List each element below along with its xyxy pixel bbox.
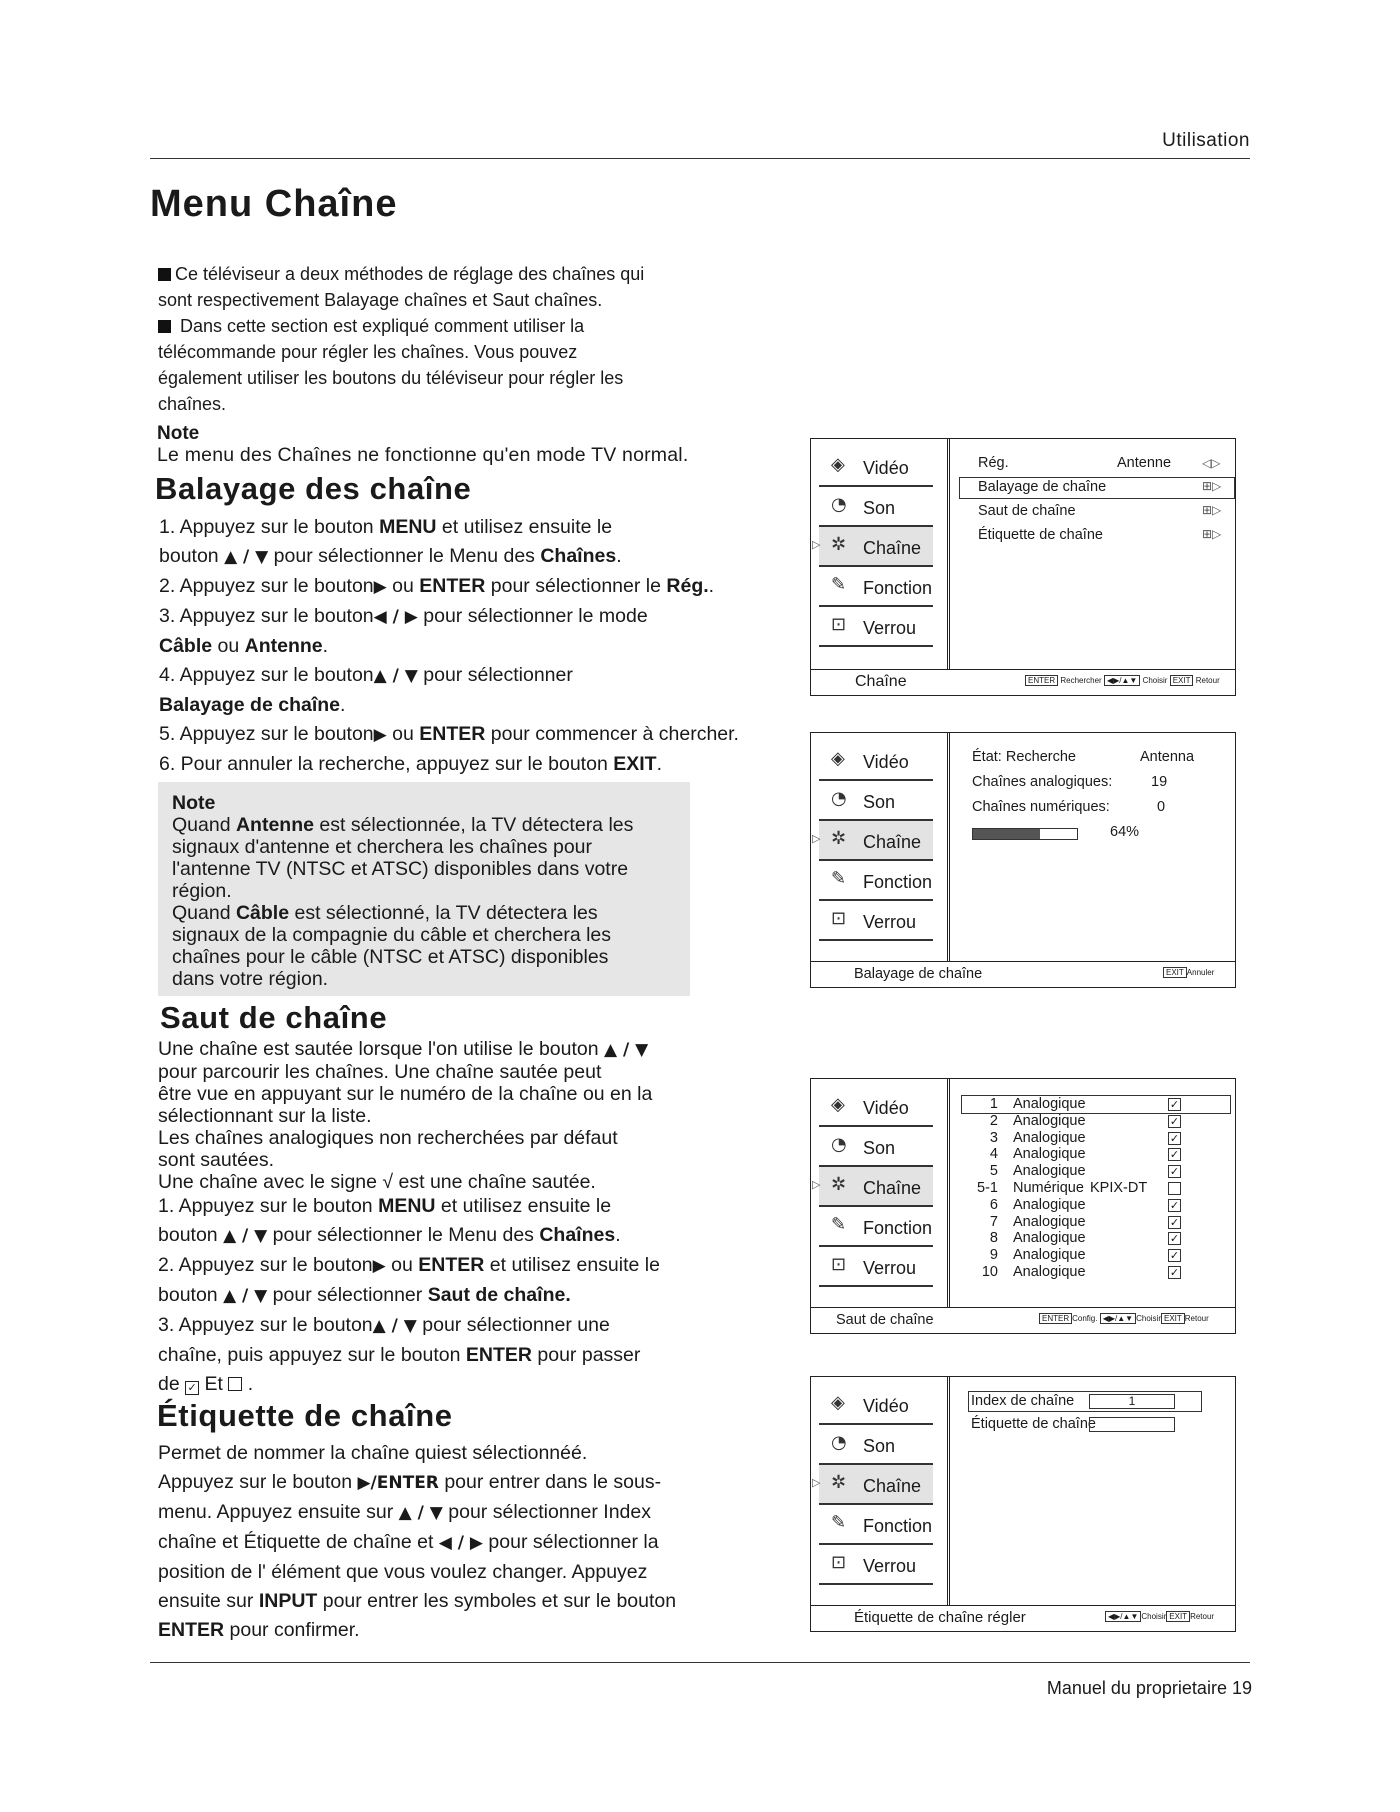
channel-type: Analogique [1013, 1247, 1086, 1264]
label-editor [952, 1377, 1235, 1605]
channel-type: Analogique [1013, 1129, 1086, 1146]
channel-type: Analogique [1013, 1196, 1086, 1213]
satellite-icon: ✲ [831, 828, 847, 849]
analog-count-label: Chaînes analogiques: [972, 774, 1113, 790]
channel-row[interactable] [963, 1113, 1203, 1130]
speaker-icon: ◔ [831, 1432, 847, 1453]
key-hints: ENTER Config. ◀▶/▲▼ Choisir EXIT Retour [1039, 1313, 1209, 1324]
footer-title: Balayage de chaîne [854, 966, 983, 982]
submenu-arrow-icon: ⊞▷ [1202, 527, 1222, 541]
saut-steps: 1. Appuyez sur le bouton MENU et utilisez ensuite le bouton ▲ / ▼ pour sélectionner le Menu des Chaînes. 2. Appuyez sur le bouton▶ ou ENTER et utilisez ensuite le bouton ▲ / ▼ pour sélectionner Saut de chaîne. 3. Appuyez sur le bouton▲ / ▼ pour sélectionner une chaîne, puis appuyez sur le bouton ENTER pour passer de ✓ Et . [158, 1195, 660, 1395]
intro-note-text: Le menu des Chaînes ne fonctionne qu'en mode TV normal. [157, 444, 689, 466]
bullet-square-icon [158, 268, 171, 281]
screen-footer [811, 669, 1235, 695]
menu-item-verrou[interactable]: ⊡ Verrou [819, 1545, 933, 1585]
key-hints: ◀▶/▲▼ Choisir EXIT Retour [1105, 1611, 1214, 1622]
note-box: Note Quand Antenne est sélectionnée, la TV détectera les signaux d'antenne et cherchera les chaînes pour l'antenne TV (NTSC et ATSC) disponibles dans votre région. Quand Câble est sélectionné, la TV détectera les signaux de la compagnie du câble et cherchera les chaînes pour le câble (NTSC et ATSC) disponibles dans votre région. [158, 782, 690, 996]
screen-footer [811, 961, 1235, 987]
screen-footer [811, 1307, 1235, 1333]
pencil-icon: ✎ [831, 868, 847, 889]
intro-note-label: Note [157, 423, 200, 444]
menu-item-fonction[interactable]: ✎ Fonction [819, 1207, 933, 1247]
scan-status [952, 733, 1235, 961]
screen-saut [810, 1078, 1236, 1334]
etiquette-input[interactable] [1089, 1417, 1175, 1432]
channel-type: Analogique [1013, 1163, 1086, 1180]
channel-number: 3 [989, 1129, 998, 1146]
channel-row[interactable] [963, 1230, 1203, 1247]
option-balayage[interactable]: Balayage de chaîne [978, 479, 1107, 495]
skip-checkbox[interactable]: ✓ [1169, 1131, 1180, 1145]
option-etiquette[interactable]: Étiquette de chaîne [978, 527, 1103, 543]
option-reg-value: Antenne [1117, 455, 1172, 471]
menu-item-chaine[interactable]: ▷ ✲ Chaîne [819, 1167, 933, 1207]
channel-row[interactable] [963, 1180, 1203, 1197]
channel-row[interactable] [963, 1146, 1203, 1163]
menu-item-video[interactable]: ◈ Vidéo [819, 1385, 933, 1425]
skip-checkbox[interactable]: ✓ [1169, 1165, 1180, 1179]
channel-number: 4 [989, 1146, 998, 1163]
submenu-arrow-icon: ⊞▷ [1202, 503, 1222, 517]
channel-number: 9 [989, 1247, 998, 1264]
key-hints: EXIT Annuler [1163, 967, 1214, 978]
menu-item-video[interactable]: ◈ Vidéo [819, 447, 933, 487]
menu-item-chaine[interactable]: ▷ ✲ Chaîne [819, 821, 933, 861]
menu-item-son[interactable]: ◔ Son [819, 1127, 933, 1167]
channel-type: Analogique [1013, 1096, 1086, 1112]
speaker-icon: ◔ [831, 1134, 847, 1155]
channel-row[interactable] [963, 1163, 1203, 1180]
scan-progress-fill [973, 829, 1040, 839]
scan-progress-text: 64% [1110, 824, 1140, 840]
channel-number: 8 [989, 1230, 998, 1247]
intro: Ce téléviseur a deux méthodes de réglage des chaînes qui sont respectivement Balayage chaînes et Saut chaînes. Dans cette section est expliqué comment utiliser la télécommande pour régler les chaînes. Vous pouvez également utiliser les boutons du téléviseur pour régler les chaînes. [158, 264, 645, 414]
header-rule [150, 158, 1250, 159]
etiquette-label: Étiquette de chaîne [971, 1416, 1096, 1432]
screen-etiquette [810, 1376, 1236, 1632]
video-icon: ◈ [831, 1392, 845, 1413]
channel-number: 7 [989, 1213, 998, 1230]
menu-item-chaine[interactable]: ▷ ✲ Chaîne [819, 1465, 933, 1505]
lock-icon: ⊡ [831, 908, 847, 929]
footer-title: Étiquette de chaîne régler [854, 1609, 1026, 1626]
saut-intro: Une chaîne est sautée lorsque l'on utilise le bouton ▲ / ▼ pour parcourir les chaînes. Une chaîne sautée peut être vue en appuyant sur le numéro de la chaîne ou en la sélectionnant sur la liste. Les chaînes analogiques non recherchées par défaut sont sautées. Une chaîne avec le signe √ est une chaîne sautée. [158, 1038, 653, 1193]
screen-chaine-menu [810, 438, 1236, 696]
lock-icon: ⊡ [831, 614, 847, 635]
channel-rows [963, 1096, 1223, 1286]
skip-checkbox[interactable]: ✓ [1169, 1114, 1180, 1128]
menu-item-verrou[interactable]: ⊡ Verrou [819, 607, 933, 647]
footer-rule [150, 1662, 1250, 1663]
channel-type: Analogique [1013, 1146, 1086, 1163]
channel-number: 10 [981, 1264, 998, 1280]
menu-item-son[interactable]: ◔ Son [819, 487, 933, 527]
tv-side-menu [811, 1377, 950, 1605]
etiquette-title: Étiquette de chaîne [157, 1398, 453, 1433]
bullet-square-icon [158, 320, 171, 333]
menu-item-verrou[interactable]: ⊡ Verrou [819, 1247, 933, 1287]
menu-item-fonction[interactable]: ✎ Fonction [819, 567, 933, 607]
pencil-icon: ✎ [831, 574, 847, 595]
channel-row[interactable] [963, 1130, 1203, 1147]
submenu-arrow-icon: ⊞▷ [1202, 479, 1222, 493]
scan-state-value: Antenna [1140, 749, 1195, 765]
note-box-label: Note [172, 792, 216, 814]
video-icon: ◈ [831, 1094, 845, 1115]
balayage-title: Balayage des chaîne [155, 471, 472, 506]
page-footer: Manuel du proprietaire 19 [1046, 1678, 1252, 1698]
digital-count-label: Chaînes numériques: [972, 799, 1110, 815]
video-icon: ◈ [831, 748, 845, 769]
channel-type: Analogique [1013, 1230, 1086, 1247]
channel-number: 6 [989, 1196, 998, 1213]
menu-item-verrou[interactable]: ⊡ Verrou [819, 901, 933, 941]
tv-side-menu [811, 733, 950, 961]
scan-progress-bar [972, 828, 1078, 840]
footer-title: Saut de chaîne [836, 1312, 934, 1328]
screen-balayage [810, 732, 1236, 988]
scan-state-label: État: Recherche [972, 749, 1076, 765]
channel-row[interactable] [963, 1197, 1203, 1214]
key-hints: ENTER Rechercher ◀▶/▲▼ Choisir EXIT Retour [1025, 675, 1220, 686]
skip-checkbox[interactable]: ✓ [1169, 1266, 1180, 1279]
channel-number: 5-1 [977, 1180, 998, 1196]
menu-item-video[interactable]: ◈ Vidéo [819, 741, 933, 781]
satellite-icon: ✲ [831, 1174, 847, 1195]
menu-item-son[interactable]: ◔ Son [819, 1425, 933, 1465]
channel-type: Numérique [1013, 1180, 1084, 1196]
balayage-steps: 1. Appuyez sur le bouton MENU et utilisez ensuite le bouton ▲ / ▼ pour sélectionner le Menu des Chaînes. 2. Appuyez sur le bouton▶ ou ENTER pour sélectionner le Rég.. 3. Appuyez sur le bouton◀ / ▶ pour sélectionner le mode Câble ou Antenne. 4. Appuyez sur le bouton▲ / ▼ pour sélectionner Balayage de chaîne. 5. Appuyez sur le bouton▶ ou ENTER pour commencer à chercher. 6. Pour annuler la recherche, appuyez sur le bouton EXIT. [159, 516, 739, 775]
page-title: Menu Chaîne [150, 183, 398, 225]
channel-row[interactable] [963, 1264, 1203, 1281]
skip-checkbox[interactable]: ✓ [1169, 1215, 1180, 1229]
analog-count-value: 19 [1151, 774, 1168, 790]
channel-type: Analogique [1013, 1112, 1086, 1129]
channel-row[interactable] [963, 1247, 1203, 1264]
skip-checkbox[interactable]: ✓ [1169, 1148, 1180, 1162]
chaine-options [952, 439, 1235, 669]
menu-item-fonction[interactable]: ✎ Fonction [819, 861, 933, 901]
menu-item-fonction[interactable]: ✎ Fonction [819, 1505, 933, 1545]
menu-item-chaine[interactable]: ▷ ✲ Chaîne [819, 527, 933, 567]
skip-checkbox[interactable] [1168, 1182, 1181, 1195]
menu-item-son[interactable]: ◔ Son [819, 781, 933, 821]
option-saut[interactable]: Saut de chaîne [978, 503, 1076, 519]
skip-checkbox[interactable]: ✓ [1169, 1232, 1180, 1246]
channel-row[interactable] [963, 1096, 1203, 1113]
index-input[interactable]: 1 [1089, 1394, 1175, 1409]
empty-box-icon [228, 1377, 242, 1391]
tv-side-menu [811, 439, 950, 669]
saut-title: Saut de chaîne [160, 1000, 388, 1035]
lock-icon: ⊡ [831, 1254, 847, 1275]
left-right-arrows-icon: ◁▷ [1202, 456, 1221, 470]
speaker-icon: ◔ [831, 494, 847, 515]
speaker-icon: ◔ [831, 788, 847, 809]
footer-title: Chaîne [855, 673, 907, 690]
channel-type: Analogique [1013, 1213, 1086, 1230]
screen-footer [811, 1605, 1235, 1631]
checked-box-icon: ✓ [185, 1381, 199, 1395]
menu-item-video[interactable]: ◈ Vidéo [819, 1087, 933, 1127]
section-header: Utilisation [1162, 130, 1250, 151]
satellite-icon: ✲ [831, 1472, 847, 1493]
selected-arrow-icon: ▷ [812, 538, 821, 551]
tv-side-menu [811, 1079, 950, 1307]
pencil-icon: ✎ [831, 1512, 847, 1533]
option-reg[interactable]: Rég. [978, 455, 1009, 471]
channel-list [952, 1079, 1235, 1307]
skip-checkbox[interactable]: ✓ [1169, 1098, 1180, 1111]
skip-checkbox[interactable]: ✓ [1169, 1198, 1180, 1212]
etiquette-text: Permet de nommer la chaîne quiest sélectionnéé. Appuyez sur le bouton ▶/ENTER pour entrer dans le sous- menu. Appuyez ensuite sur ▲ / ▼ pour sélectionner Index chaîne et Étiquette de chaîne et ◀ / ▶ pour sélectionner la position de l' élément que vous voulez changer. Appuyez ensuite sur INPUT pour entrer les symboles et sur le bouton ENTER pour confirmer. [158, 1442, 677, 1641]
satellite-icon: ✲ [831, 534, 847, 555]
selected-arrow-icon: ▷ [812, 832, 821, 845]
digital-count-value: 0 [1157, 799, 1166, 815]
index-label: Index de chaîne [971, 1393, 1075, 1409]
skip-checkbox[interactable]: ✓ [1169, 1249, 1180, 1263]
selected-arrow-icon: ▷ [812, 1476, 821, 1489]
channel-row[interactable] [963, 1214, 1203, 1231]
channel-type: Analogique [1013, 1264, 1086, 1280]
lock-icon: ⊡ [831, 1552, 847, 1573]
video-icon: ◈ [831, 454, 845, 475]
channel-number: 1 [989, 1096, 998, 1112]
pencil-icon: ✎ [831, 1214, 847, 1235]
channel-name: KPIX-DT [1090, 1180, 1148, 1196]
selected-arrow-icon: ▷ [812, 1178, 821, 1191]
channel-number: 2 [989, 1112, 998, 1129]
channel-number: 5 [989, 1163, 998, 1180]
